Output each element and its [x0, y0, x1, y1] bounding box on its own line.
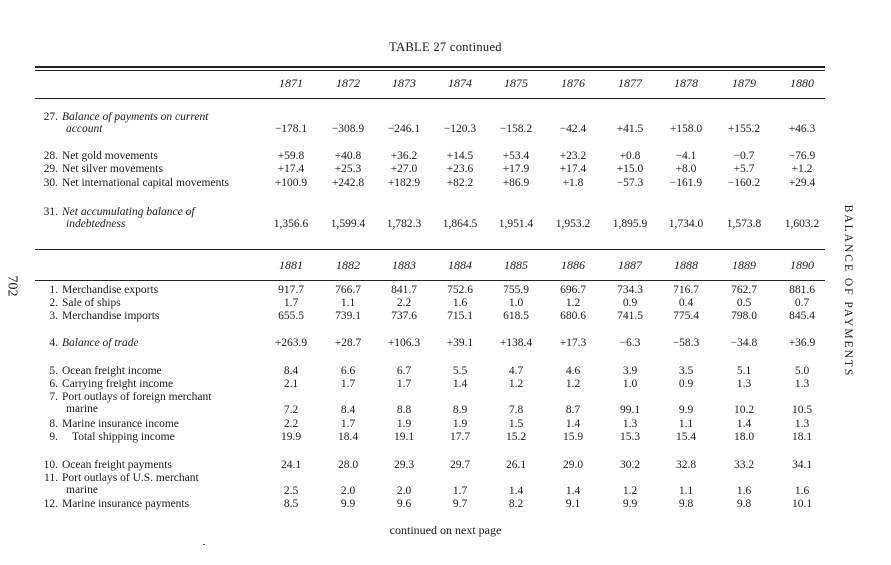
table-cell: 18.4: [337, 431, 359, 443]
year-heading: 1874: [448, 76, 472, 90]
table-cell: 618.5: [503, 310, 529, 322]
table-cell: 1.2: [508, 378, 524, 390]
top-table-row: [0, 177, 891, 191]
bottom-table-row: [0, 404, 891, 418]
bottom-table-row: [0, 498, 891, 512]
table-cell: +36.2: [390, 150, 418, 162]
table-cell: +158.0: [669, 123, 703, 135]
running-header: BALANCE OF PAYMENTS: [842, 204, 854, 378]
table-cell: 9.1: [565, 498, 581, 510]
table-cell: +27.0: [390, 163, 418, 175]
line-label: Net accumulating balance of: [62, 206, 195, 218]
table-cell: −161.9: [669, 177, 703, 189]
year-heading: 1883: [392, 258, 416, 272]
table-cell: 5.0: [794, 365, 810, 377]
table-cell: +36.9: [788, 337, 816, 349]
table-cell: 1.3: [794, 378, 810, 390]
table-cell: 1,573.8: [726, 218, 762, 230]
table-cell: 8.9: [452, 404, 468, 416]
line-label: Balance of trade: [62, 337, 139, 349]
table-cell: 10.1: [791, 498, 813, 510]
section-rule: [35, 249, 825, 250]
speck: [203, 544, 205, 545]
bottom-table-row: [0, 459, 891, 473]
year-heading: 1880: [790, 76, 814, 90]
line-number: 31.: [43, 206, 58, 218]
table-cell: −57.3: [616, 177, 644, 189]
table-cell: 3.5: [678, 365, 694, 377]
table-cell: 9.9: [678, 404, 694, 416]
top-table-row: [0, 150, 891, 164]
table-cell: 2.2: [396, 297, 412, 309]
table-cell: −120.3: [443, 123, 477, 135]
table-cell: −160.2: [727, 177, 761, 189]
table-cell: 17.7: [449, 431, 471, 443]
table-cell: 715.1: [447, 310, 473, 322]
table-cell: 8.4: [340, 404, 356, 416]
table-cell: 10.2: [733, 404, 755, 416]
table-cell: 1.3: [736, 378, 752, 390]
year-heading: 1879: [732, 76, 756, 90]
year-heading: 1878: [674, 76, 698, 90]
table-cell: 0.9: [622, 297, 638, 309]
table-cell: 6.6: [340, 365, 356, 377]
line-label: Balance of payments on current: [62, 111, 209, 123]
table-cell: 7.8: [508, 404, 524, 416]
line-label: Net silver movements: [62, 163, 163, 175]
table-cell: +23.6: [446, 163, 474, 175]
table-cell: 9.7: [452, 498, 468, 510]
table-cell: 752.6: [447, 284, 473, 296]
table-cell: 18.1: [791, 431, 813, 443]
table-cell: 15.3: [619, 431, 641, 443]
table-cell: 1.5: [508, 418, 524, 430]
year-heading: 1887: [618, 258, 642, 272]
table-cell: 1.7: [340, 378, 356, 390]
year-heading: 1872: [336, 76, 360, 90]
line-label: Total shipping income: [72, 431, 175, 443]
table-cell: 1.0: [622, 378, 638, 390]
table-cell: 1,734.0: [668, 218, 704, 230]
line-label: Marine insurance income: [62, 418, 179, 430]
table-cell: 2.0: [396, 485, 412, 497]
table-cell: 0.9: [678, 378, 694, 390]
table-cell: 655.5: [278, 310, 304, 322]
table-cell: 15.9: [562, 431, 584, 443]
table-cell: 680.6: [560, 310, 586, 322]
table-cell: 1.2: [622, 485, 638, 497]
table-cell: 1.1: [678, 485, 694, 497]
table-cell: 0.7: [794, 297, 810, 309]
year-heading: 1875: [504, 76, 528, 90]
table-cell: 8.8: [396, 404, 412, 416]
bottom-table-row: [0, 485, 891, 499]
line-label: Ocean freight income: [62, 365, 162, 377]
table-cell: 1.4: [508, 485, 524, 497]
bottom-table-row: [0, 418, 891, 432]
table-cell: 4.6: [565, 365, 581, 377]
year-heading: 1873: [392, 76, 416, 90]
year-heading: 1877: [618, 76, 642, 90]
line-number: 3.: [49, 310, 58, 322]
year-heading: 1890: [790, 258, 814, 272]
table-cell: 1.7: [452, 485, 468, 497]
table-cell: −76.9: [788, 150, 816, 162]
table-cell: +28.7: [334, 337, 362, 349]
table-cell: 1,895.9: [612, 218, 648, 230]
table-cell: 1.1: [678, 418, 694, 430]
table-cell: 1.6: [736, 485, 752, 497]
table-cell: +14.5: [446, 150, 474, 162]
table-cell: +8.0: [675, 163, 697, 175]
table-cell: 29.3: [393, 459, 415, 471]
table-cell: 1,599.4: [330, 218, 366, 230]
table-cell: 29.0: [562, 459, 584, 471]
line-number: 9.: [49, 431, 58, 443]
bottom-table-row: [0, 310, 891, 324]
bottom-table-row: [0, 431, 891, 445]
bottom-year-header: [0, 258, 891, 274]
bottom-row-label-continued: marine: [66, 403, 98, 415]
table-cell: +41.5: [616, 123, 644, 135]
table-cell: 845.4: [789, 310, 815, 322]
header-rule: [35, 98, 825, 99]
line-label: Marine insurance payments: [62, 498, 190, 510]
table-cell: −4.1: [675, 150, 697, 162]
table-cell: 762.7: [731, 284, 757, 296]
table-cell: +5.7: [733, 163, 755, 175]
table-cell: −308.9: [331, 123, 365, 135]
line-number: 10.: [43, 459, 58, 471]
table-cell: 15.2: [505, 431, 527, 443]
table-cell: 28.0: [337, 459, 359, 471]
table-cell: +1.2: [791, 163, 813, 175]
table-cell: 4.7: [508, 365, 524, 377]
table-cell: 8.7: [565, 404, 581, 416]
table-cell: 34.1: [791, 459, 813, 471]
table-cell: +15.0: [616, 163, 644, 175]
line-label: Merchandise exports: [62, 284, 159, 296]
line-label: Ocean freight payments: [62, 459, 172, 471]
table-cell: 737.6: [391, 310, 417, 322]
table-cell: 1,782.3: [386, 218, 422, 230]
continued-note: continued on next page: [389, 523, 502, 537]
table-cell: 1.4: [736, 418, 752, 430]
table-cell: 1,356.6: [273, 218, 309, 230]
table-cell: 19.9: [280, 431, 302, 443]
table-cell: −158.2: [499, 123, 533, 135]
table-cell: 29.7: [449, 459, 471, 471]
table-cell: 3.9: [622, 365, 638, 377]
year-heading: 1881: [279, 258, 303, 272]
table-cell: 798.0: [731, 310, 757, 322]
table-cell: 1.2: [565, 297, 581, 309]
table-cell: 99.1: [619, 404, 641, 416]
table-cell: +46.3: [788, 123, 816, 135]
table-cell: −246.1: [387, 123, 421, 135]
line-label: Port outlays of foreign merchant: [62, 391, 212, 403]
table-cell: 2.0: [340, 485, 356, 497]
line-number: 7.: [49, 391, 58, 403]
table-cell: 5.1: [736, 365, 752, 377]
bottom-table-row: [0, 365, 891, 379]
line-label: Merchandise imports: [62, 310, 160, 322]
table-cell: 1.7: [283, 297, 299, 309]
top-row-label: [36, 111, 266, 123]
line-label: Sale of ships: [62, 297, 121, 309]
top-row-label-continued: account: [66, 123, 103, 135]
line-number: 30.: [43, 177, 58, 189]
table-cell: +17.4: [559, 163, 587, 175]
table-cell: +25.3: [334, 163, 362, 175]
table-cell: 6.7: [396, 365, 412, 377]
top-rule-second: [35, 70, 825, 71]
table-cell: 766.7: [335, 284, 361, 296]
line-number: 12.: [43, 498, 58, 510]
table-cell: +53.4: [502, 150, 530, 162]
table-cell: 1.2: [565, 378, 581, 390]
table-cell: +263.9: [274, 337, 308, 349]
top-row-label: [36, 206, 266, 218]
table-cell: 30.2: [619, 459, 641, 471]
bottom-row-label-continued: marine: [66, 484, 98, 496]
top-table-row: [0, 163, 891, 177]
table-cell: +23.2: [559, 150, 587, 162]
table-cell: +1.8: [562, 177, 584, 189]
table-cell: 1.1: [340, 297, 356, 309]
year-heading: 1888: [674, 258, 698, 272]
line-number: 28.: [43, 150, 58, 162]
table-cell: 1.4: [452, 378, 468, 390]
table-cell: 8.5: [283, 498, 299, 510]
table-cell: 0.5: [736, 297, 752, 309]
table-cell: 1.7: [340, 418, 356, 430]
line-number: 27.: [43, 111, 58, 123]
bottom-row-label: [36, 391, 266, 403]
line-number: 2.: [49, 297, 58, 309]
year-heading: 1876: [561, 76, 585, 90]
table-cell: 10.5: [791, 404, 813, 416]
table-cell: 741.5: [617, 310, 643, 322]
table-cell: +242.8: [331, 177, 365, 189]
table-cell: 1,951.4: [498, 218, 534, 230]
table-cell: −178.1: [274, 123, 308, 135]
table-title: TABLE 27 continued: [389, 40, 502, 54]
line-label: Net gold movements: [62, 150, 158, 162]
table-cell: 1,864.5: [442, 218, 478, 230]
table-cell: 2.5: [283, 485, 299, 497]
line-label: Port outlays of U.S. merchant: [62, 472, 199, 484]
table-cell: 1.3: [794, 418, 810, 430]
table-cell: −0.7: [733, 150, 755, 162]
bottom-table-row: [0, 378, 891, 392]
table-cell: 1,953.2: [555, 218, 591, 230]
table-cell: +86.9: [502, 177, 530, 189]
line-number: 29.: [43, 163, 58, 175]
bottom-row-label: [36, 472, 266, 484]
table-cell: 9.6: [396, 498, 412, 510]
table-cell: 739.1: [335, 310, 361, 322]
table-cell: 734.3: [617, 284, 643, 296]
table-cell: 1.0: [508, 297, 524, 309]
line-number: 8.: [49, 418, 58, 430]
page-number: 702: [4, 275, 20, 297]
table-cell: 1.3: [622, 418, 638, 430]
bottom-table-row: [0, 337, 891, 351]
table-cell: −34.8: [730, 337, 758, 349]
table-cell: +17.4: [277, 163, 305, 175]
table-cell: 18.0: [733, 431, 755, 443]
table-cell: 19.1: [393, 431, 415, 443]
table-cell: +40.8: [334, 150, 362, 162]
table-cell: +182.9: [387, 177, 421, 189]
table-cell: 32.8: [675, 459, 697, 471]
table-cell: 1.6: [452, 297, 468, 309]
table-cell: +59.8: [277, 150, 305, 162]
table-cell: 1.9: [452, 418, 468, 430]
section-header-rule: [35, 280, 825, 281]
table-cell: −6.3: [619, 337, 641, 349]
table-cell: 26.1: [505, 459, 527, 471]
line-number: 11.: [44, 472, 58, 484]
table-cell: 8.2: [508, 498, 524, 510]
table-cell: 0.4: [678, 297, 694, 309]
table-cell: 917.7: [278, 284, 304, 296]
year-heading: 1885: [504, 258, 528, 272]
table-cell: +0.8: [619, 150, 641, 162]
table-cell: 24.1: [280, 459, 302, 471]
table-cell: 1,603.2: [784, 218, 820, 230]
bottom-table-row: [0, 297, 891, 311]
table-cell: 775.4: [673, 310, 699, 322]
table-cell: +100.9: [274, 177, 308, 189]
line-number: 5.: [49, 365, 58, 377]
top-table-row: [0, 218, 891, 232]
year-heading: 1882: [336, 258, 360, 272]
table-cell: −42.4: [559, 123, 587, 135]
table-cell: 9.9: [340, 498, 356, 510]
table-cell: 716.7: [673, 284, 699, 296]
top-row-label-continued: indebtedness: [66, 218, 126, 230]
table-cell: 1.4: [565, 418, 581, 430]
table-cell: 841.7: [391, 284, 417, 296]
table-cell: 2.1: [283, 378, 299, 390]
table-cell: +39.1: [446, 337, 474, 349]
table-cell: +138.4: [499, 337, 533, 349]
bottom-table-row: [0, 284, 891, 298]
table-cell: 7.2: [283, 404, 299, 416]
line-number: 6.: [49, 378, 58, 390]
year-heading: 1884: [448, 258, 472, 272]
top-year-header: [0, 76, 891, 92]
top-rule: [35, 66, 825, 68]
table-cell: 696.7: [560, 284, 586, 296]
line-number: 1.: [49, 284, 58, 296]
table-cell: 5.5: [452, 365, 468, 377]
table-cell: +29.4: [788, 177, 816, 189]
table-cell: 1.4: [565, 485, 581, 497]
table-cell: +106.3: [387, 337, 421, 349]
table-cell: 1.6: [794, 485, 810, 497]
table-cell: +17.9: [502, 163, 530, 175]
top-table-row: [0, 123, 891, 137]
table-cell: +17.3: [559, 337, 587, 349]
table-cell: 755.9: [503, 284, 529, 296]
line-label: Carrying freight income: [62, 378, 174, 390]
table-cell: +155.2: [727, 123, 761, 135]
table-cell: 33.2: [733, 459, 755, 471]
table-cell: 1.7: [396, 378, 412, 390]
year-heading: 1886: [561, 258, 585, 272]
table-cell: +82.2: [446, 177, 474, 189]
year-heading: 1889: [732, 258, 756, 272]
table-cell: 15.4: [675, 431, 697, 443]
table-cell: 8.4: [283, 365, 299, 377]
table-cell: 2.2: [283, 418, 299, 430]
table-cell: 1.9: [396, 418, 412, 430]
line-number: 4.: [49, 337, 58, 349]
table-cell: 9.9: [622, 498, 638, 510]
table-cell: −58.3: [672, 337, 700, 349]
table-cell: 9.8: [678, 498, 694, 510]
table-cell: 9.8: [736, 498, 752, 510]
year-heading: 1871: [279, 76, 303, 90]
line-label: Net international capital movements: [62, 177, 230, 189]
table-cell: 881.6: [789, 284, 815, 296]
